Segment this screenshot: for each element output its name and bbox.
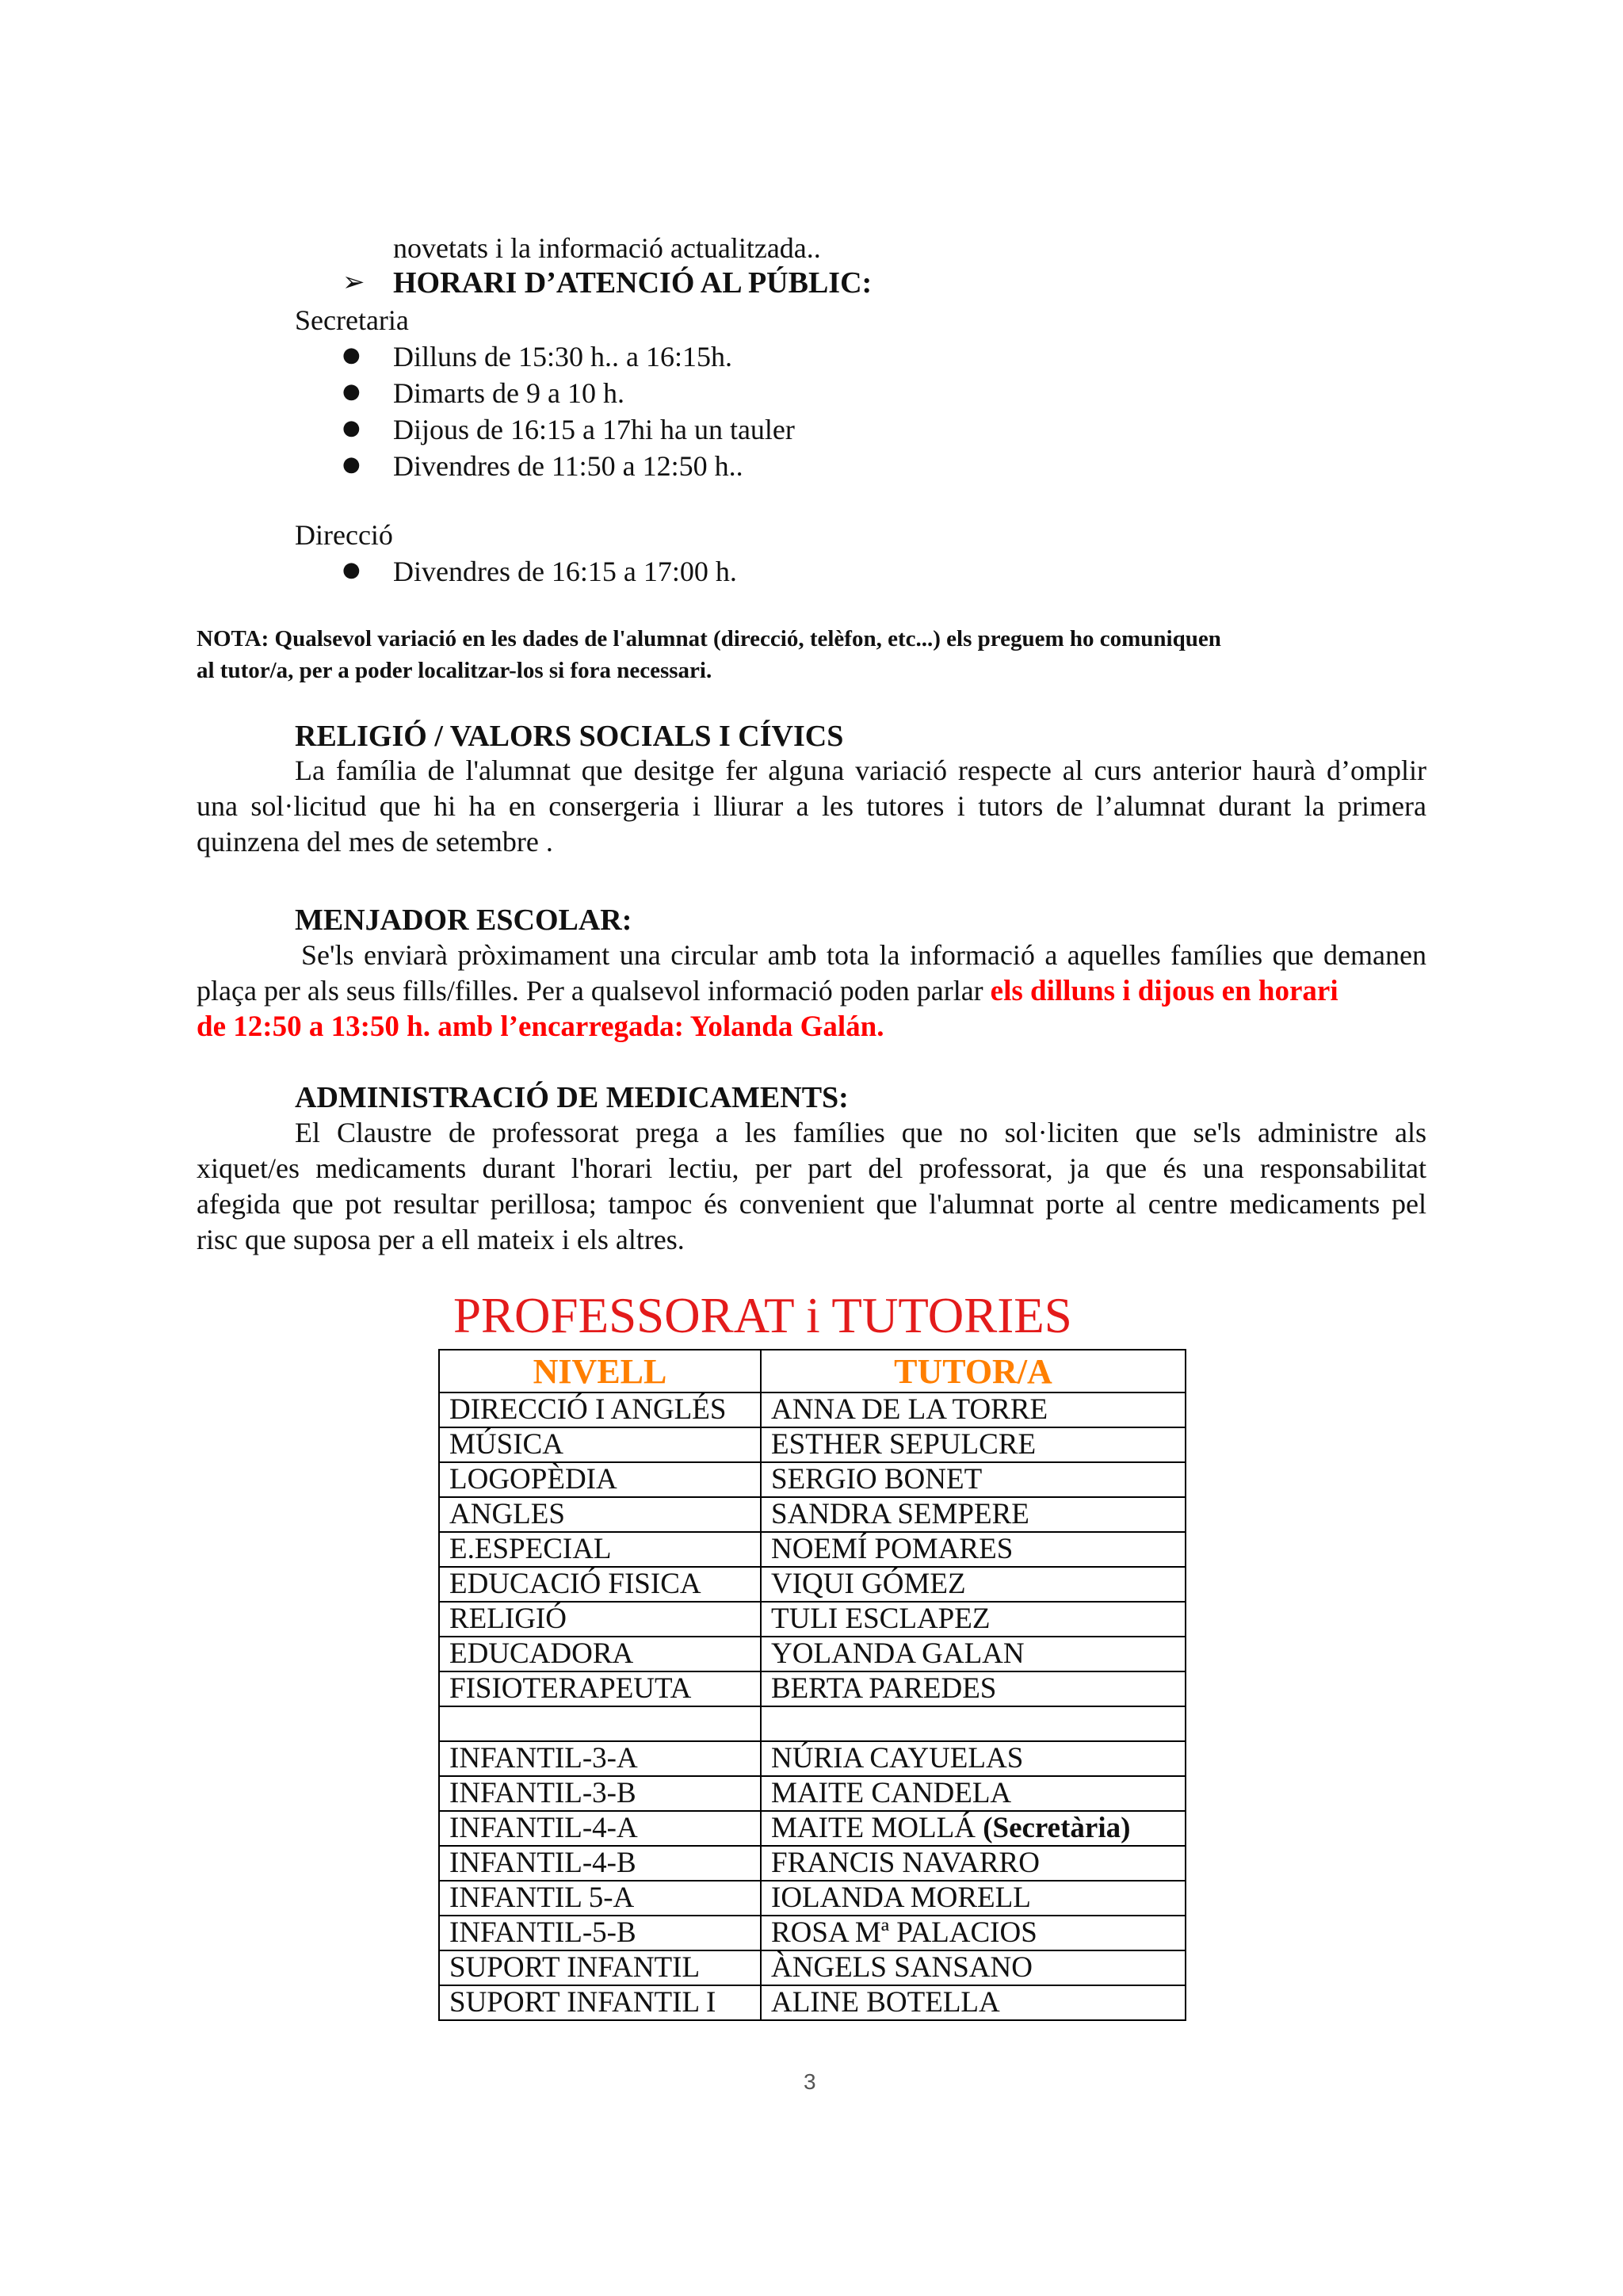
nivell-cell: ANGLES xyxy=(439,1497,761,1532)
table-row xyxy=(439,1637,1186,1671)
list-item xyxy=(342,338,1056,375)
table-row xyxy=(439,1532,1186,1567)
tutor-note: (Secretària) xyxy=(983,1812,1131,1844)
tutor-cell xyxy=(761,1567,1186,1602)
medicaments-heading: ADMINISTRACIÓ DE MEDICAMENTS: xyxy=(295,1081,849,1114)
table-row xyxy=(439,1811,1186,1846)
nivell-cell: SUPORT INFANTIL xyxy=(439,1950,761,1985)
tutor-cell xyxy=(761,1462,1186,1497)
table-row xyxy=(439,1916,1186,1950)
list-item xyxy=(342,411,1056,448)
tutor-name: TULI ESCLAPEZ xyxy=(771,1603,991,1635)
nivell-cell: MÚSICA xyxy=(439,1427,761,1462)
nota-line: al tutor/a, per a poder localitzar-los si fora necessari. xyxy=(197,658,712,683)
arrow-bullet-icon: ➢ xyxy=(342,266,365,298)
bullet-icon: ● xyxy=(342,453,361,476)
paragraph-line: Se'ls enviarà pròximament una circular amb tota la informació a aquelles famílies que demanen xyxy=(301,939,1426,971)
menjador-paragraph xyxy=(197,938,1426,1045)
tutor-name: ÀNGELS SANSANO xyxy=(771,1951,1033,1984)
nivell-cell: INFANTIL 5-A xyxy=(439,1881,761,1916)
tutor-name: VIQUI GÓMEZ xyxy=(771,1568,966,1600)
nivell-cell: SUPORT INFANTIL I xyxy=(439,1985,761,2020)
paragraph-text: plaça per als seus fills/filles. Per a qualsevol informació poden parlar xyxy=(197,975,991,1007)
table-header-row xyxy=(439,1350,1186,1392)
table-row xyxy=(439,1567,1186,1602)
tutor-cell xyxy=(761,1532,1186,1567)
list-item-text: Divendres de 11:50 a 12:50 h.. xyxy=(393,450,743,482)
tutor-cell xyxy=(761,1602,1186,1637)
table-row xyxy=(439,1671,1186,1706)
direccio-list xyxy=(342,553,1056,590)
tutor-name: ALINE BOTELLA xyxy=(771,1986,1000,2019)
nivell-cell: EDUCACIÓ FISICA xyxy=(439,1567,761,1602)
religio-heading: RELIGIÓ / VALORS SOCIALS I CÍVICS xyxy=(295,720,844,753)
nivell-cell: E.ESPECIAL xyxy=(439,1532,761,1567)
nota-block xyxy=(197,623,1426,686)
table-row xyxy=(439,1985,1186,2020)
bullet-icon: ● xyxy=(342,416,361,440)
bullet-icon: ● xyxy=(342,380,361,403)
tutor-cell xyxy=(761,1671,1186,1706)
direccio-label: Direcció xyxy=(295,519,393,551)
tutor-name: ANNA DE LA TORRE xyxy=(771,1393,1048,1426)
tutor-name: MAITE CANDELA xyxy=(771,1777,1012,1809)
table-row xyxy=(439,1427,1186,1462)
list-item-text: Dilluns de 15:30 h.. a 16:15h. xyxy=(393,341,732,372)
nivell-cell: LOGOPÈDIA xyxy=(439,1462,761,1497)
tutor-cell xyxy=(761,1811,1186,1846)
medicaments-paragraph xyxy=(197,1115,1426,1258)
nivell-cell: INFANTIL-3-A xyxy=(439,1741,761,1776)
nivell-cell: INFANTIL-5-B xyxy=(439,1916,761,1950)
nota-line: NOTA: Qualsevol variació en les dades de l'alumnat (direcció, telèfon, etc...) els preguem ho comuniquen xyxy=(197,626,1221,651)
list-item-text: Dimarts de 9 a 10 h. xyxy=(393,377,624,409)
tutor-cell xyxy=(761,1916,1186,1950)
tutor-cell xyxy=(761,1392,1186,1427)
tutor-name: ROSA Mª PALACIOS xyxy=(771,1916,1037,1949)
tutor-cell xyxy=(761,1985,1186,2020)
tutor-name: NOEMÍ POMARES xyxy=(771,1533,1014,1565)
highlight-text: de 12:50 a 13:50 h. amb l’encarregada: Yolanda Galán. xyxy=(197,1010,884,1043)
staff-title: PROFESSORAT i TUTORIES xyxy=(453,1288,1072,1343)
paragraph-line xyxy=(197,973,1426,1009)
secretaria-label: Secretaria xyxy=(295,304,409,336)
table-row xyxy=(439,1462,1186,1497)
table-row xyxy=(439,1602,1186,1637)
table-row xyxy=(439,1392,1186,1427)
intro-continuation: novetats i la informació actualitzada.. xyxy=(393,232,821,264)
column-header-tutor: TUTOR/A xyxy=(761,1350,1186,1392)
list-item xyxy=(342,448,1056,484)
paragraph-line: xiquet/es medicaments durant l'horari lectiu, per part del professorat, ja que és una responsabilitat xyxy=(197,1152,1426,1184)
secretaria-list xyxy=(342,338,1056,484)
table-row xyxy=(439,1706,1186,1741)
tutor-name: SANDRA SEMPERE xyxy=(771,1498,1029,1530)
nivell-cell: FISIOTERAPEUTA xyxy=(439,1671,761,1706)
table-row xyxy=(439,1776,1186,1811)
bullet-icon: ● xyxy=(342,343,361,367)
table-row xyxy=(439,1497,1186,1532)
tutor-cell xyxy=(761,1950,1186,1985)
list-item-text: Divendres de 16:15 a 17:00 h. xyxy=(393,556,737,587)
bullet-icon: ● xyxy=(342,558,361,582)
paragraph-line: risc que suposa per a ell mateix i els altres. xyxy=(197,1224,685,1255)
list-item-text: Dijous de 16:15 a 17hi ha un tauler xyxy=(393,414,795,445)
column-header-nivell: NIVELL xyxy=(439,1350,761,1392)
menjador-heading: MENJADOR ESCOLAR: xyxy=(295,904,632,937)
tutor-name: ESTHER SEPULCRE xyxy=(771,1428,1037,1461)
list-item xyxy=(342,375,1056,411)
nivell-cell: INFANTIL-4-B xyxy=(439,1846,761,1881)
tutor-cell xyxy=(761,1637,1186,1671)
tutor-cell xyxy=(761,1881,1186,1916)
nivell-cell xyxy=(439,1706,761,1741)
tutor-name: IOLANDA MORELL xyxy=(771,1881,1031,1914)
paragraph-line: La família de l'alumnat que desitge fer alguna variació respecte al curs anterior haurà d’omplir xyxy=(295,755,1426,786)
tutor-name: BERTA PAREDES xyxy=(771,1672,997,1705)
table-row xyxy=(439,1950,1186,1985)
list-item xyxy=(342,553,1056,590)
tutor-name: MAITE MOLLÁ xyxy=(771,1812,983,1844)
nivell-cell: DIRECCIÓ I ANGLÉS xyxy=(439,1392,761,1427)
tutor-cell xyxy=(761,1776,1186,1811)
tutor-cell xyxy=(761,1741,1186,1776)
tutor-name: SERGIO BONET xyxy=(771,1463,983,1496)
staff-table xyxy=(438,1349,1186,2021)
paragraph-line: una sol·licitud que hi ha en consergeria i lliurar a les tutores i tutors de l’alumnat durant la primera xyxy=(197,790,1426,822)
nivell-cell: INFANTIL-3-B xyxy=(439,1776,761,1811)
page-number: 3 xyxy=(804,2069,816,2094)
table-row xyxy=(439,1846,1186,1881)
highlight-text: els dilluns i dijous en horari xyxy=(990,975,1338,1007)
tutor-cell xyxy=(761,1706,1186,1741)
schedule-heading: HORARI D’ATENCIÓ AL PÚBLIC: xyxy=(393,266,873,300)
tutor-name: YOLANDA GALAN xyxy=(771,1637,1025,1670)
tutor-cell xyxy=(761,1497,1186,1532)
paragraph-line: quinzena del mes de setembre . xyxy=(197,826,553,858)
tutor-name: FRANCIS NAVARRO xyxy=(771,1847,1040,1879)
nivell-cell: INFANTIL-4-A xyxy=(439,1811,761,1846)
religio-paragraph xyxy=(197,753,1426,860)
paragraph-line: afegida que pot resultar perillosa; tampoc és convenient que l'alumnat porte al centre medicaments pel xyxy=(197,1188,1426,1220)
tutor-name: NÚRIA CAYUELAS xyxy=(771,1742,1024,1775)
staff-table-body xyxy=(439,1392,1186,2020)
table-row xyxy=(439,1741,1186,1776)
paragraph-line: El Claustre de professorat prega a les famílies que no sol·liciten que se'ls administre als xyxy=(295,1117,1426,1148)
tutor-cell xyxy=(761,1846,1186,1881)
table-row xyxy=(439,1881,1186,1916)
tutor-cell xyxy=(761,1427,1186,1462)
nivell-cell: RELIGIÓ xyxy=(439,1602,761,1637)
nivell-cell: EDUCADORA xyxy=(439,1637,761,1671)
